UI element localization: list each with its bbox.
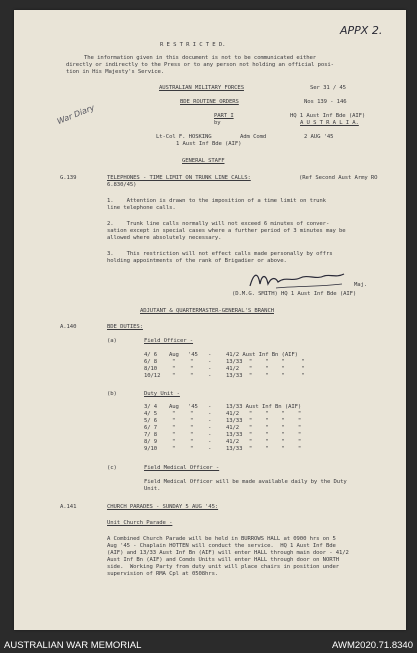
field-officer-label: (a) xyxy=(107,338,117,344)
order-141-number: A.141 xyxy=(60,504,77,510)
table-cell: " xyxy=(190,446,194,452)
table-row: 7/ 8 xyxy=(144,432,158,438)
table-cell: " xyxy=(172,446,176,452)
table-row: 5/ 6 xyxy=(144,418,158,424)
restriction-line-1: The information given in this document is not to be communicated either xyxy=(84,55,317,61)
order-141-text-4: Aust Inf Bn (AIF) and Comds Units will enter HALL through door on NORTH xyxy=(107,557,340,563)
order-139-para-3b: holding appointments of the rank of Brigadier or above. xyxy=(107,258,287,264)
table-cell: 13/33 " " " " xyxy=(226,359,305,365)
table-cell: " xyxy=(172,373,176,379)
order-140-number: A.140 xyxy=(60,324,77,330)
table-cell: 41/2 Aust Inf Bn (AIF) xyxy=(226,352,298,358)
table-row: 10/12 xyxy=(144,373,161,379)
table-row: 6/ 8 xyxy=(144,359,158,365)
classification-heading: R E S T R I C T E D. xyxy=(160,42,226,48)
document-page xyxy=(14,10,406,630)
signature-block: (D.M.G. SMITH) HQ 1 Aust Inf Bde (AIF) xyxy=(232,291,357,297)
order-141-text-1: A Combined Church Parade will be held in BURROWS HALL at 0900 hrs on 5 xyxy=(107,536,336,542)
table-cell: " xyxy=(172,366,176,372)
table-cell: " xyxy=(190,411,194,417)
table-cell: - xyxy=(208,359,212,365)
order-139-para-1b: line telephone calls. xyxy=(107,205,176,211)
table-cell: - xyxy=(208,446,212,452)
table-row: 9/10 xyxy=(144,446,158,452)
location-label: A U S T R A L I A. xyxy=(300,120,359,126)
table-cell: 13/33 Aust Inf Bn (AIF) xyxy=(226,404,302,410)
force-heading: AUSTRALIAN MILITARY FORCES xyxy=(159,85,244,91)
duty-unit-title: Duty Unit - xyxy=(144,391,180,397)
commander-role: Adm Comd xyxy=(240,134,267,140)
table-cell: Aug xyxy=(169,352,179,358)
table-cell: - xyxy=(208,425,212,431)
order-date: 2 AUG '45 xyxy=(304,134,334,140)
table-cell: 13/33 " " " " xyxy=(226,432,302,438)
general-staff-heading: GENERAL STAFF xyxy=(182,158,225,164)
adjutant-section-heading: ADJUTANT & QUARTERMASTER-GENERAL'S BRANCH xyxy=(140,308,274,314)
table-cell: " xyxy=(190,418,194,424)
orders-title: BDE ROUTINE ORDERS xyxy=(180,99,239,105)
order-141-text-5: side. Working Party from duty unit will place chairs in position under xyxy=(107,564,340,570)
table-cell: - xyxy=(208,432,212,438)
table-cell: 13/33 " " " " xyxy=(226,418,302,424)
table-row: 6/ 7 xyxy=(144,425,158,431)
archive-footer xyxy=(0,636,417,653)
table-cell: 41/2 " " " " xyxy=(226,439,302,445)
table-cell: " xyxy=(190,439,194,445)
table-cell: Aug xyxy=(169,404,179,410)
order-139-number: G.139 xyxy=(60,175,77,181)
commander-unit: 1 Aust Inf Bde (AIF) xyxy=(176,141,242,147)
table-row: 3/ 4 xyxy=(144,404,158,410)
table-cell: " xyxy=(172,425,176,431)
restriction-line-3: tion in His Majesty's Service. xyxy=(66,69,165,75)
field-medical-title: Field Medical Officer - xyxy=(144,465,220,471)
footer-source: AUSTRALIAN WAR MEMORIAL xyxy=(4,640,142,651)
table-cell: - xyxy=(208,411,212,417)
order-141-text-6: supervision of RMA Cpl at 0508hrs. xyxy=(107,571,219,577)
signature-rank: Maj. xyxy=(354,282,368,288)
table-cell: " xyxy=(190,425,194,431)
order-140-title: BDE DUTIES: xyxy=(107,324,143,330)
table-row: 8/ 9 xyxy=(144,439,158,445)
table-cell: " xyxy=(172,411,176,417)
table-cell: '45 xyxy=(188,352,198,358)
restriction-line-2: directly or indirectly to the Press or to any person not holding an official posi- xyxy=(66,62,334,68)
order-139-ref-2: 6.830/45) xyxy=(107,182,137,188)
serial-number: Ser 31 / 45 xyxy=(310,85,346,91)
table-cell: - xyxy=(208,352,212,358)
table-cell: '45 xyxy=(188,404,198,410)
table-cell: " xyxy=(190,432,194,438)
field-medical-text-2: Unit. xyxy=(144,486,161,492)
table-cell: " xyxy=(190,366,194,372)
table-cell: " xyxy=(172,432,176,438)
table-cell: 41/2 " " " " xyxy=(226,366,305,372)
order-139-para-2b: sation except in special cases where a further period of 3 minutes may be xyxy=(107,228,346,234)
table-cell: - xyxy=(208,439,212,445)
table-cell: 13/33 " " " " xyxy=(226,446,302,452)
table-row: 8/10 xyxy=(144,366,158,372)
table-row: 4/ 6 xyxy=(144,352,158,358)
table-cell: - xyxy=(208,404,212,410)
field-medical-text-1: Field Medical Officer will be made available daily by the Duty xyxy=(144,479,347,485)
commander-name: Lt-Col F. HOSKING xyxy=(156,134,212,140)
table-cell: " xyxy=(172,359,176,365)
orders-numbers: Nos 139 - 146 xyxy=(304,99,347,105)
table-cell: " xyxy=(190,359,194,365)
table-cell: 41/2 " " " " xyxy=(226,425,302,431)
field-medical-label: (c) xyxy=(107,465,117,471)
order-139-para-2a: 2. Trunk line calls normally will not exceed 6 minutes of conver- xyxy=(107,221,330,227)
order-139-para-3a: 3. This restriction will not effect calls made personally by offrs xyxy=(107,251,333,257)
appendix-mark: APPX 2. xyxy=(340,24,383,37)
footer-accession-id: AWM2020.71.8340 xyxy=(332,640,413,651)
order-141-subtitle: Unit Church Parade - xyxy=(107,520,173,526)
order-139-para-2c: allowed where absolutely necessary. xyxy=(107,235,222,241)
table-cell: - xyxy=(208,418,212,424)
table-cell: " xyxy=(190,373,194,379)
order-141-title: CHURCH PARADES - SUNDAY 5 AUG '45: xyxy=(107,504,219,510)
order-141-text-2: Aug '45 - Chaplain HOTTEN will conduct the service. HQ 1 Aust Inf Bde xyxy=(107,543,336,549)
margin-note: War Diary xyxy=(55,102,96,127)
hq-label: HQ 1 Aust Inf Bde (AIF) xyxy=(290,113,366,119)
table-cell: 13/33 " " " " xyxy=(226,373,305,379)
table-cell: " xyxy=(172,418,176,424)
table-cell: - xyxy=(208,373,212,379)
table-cell: 41/2 " " " " xyxy=(226,411,302,417)
table-cell: - xyxy=(208,366,212,372)
by-label: by xyxy=(214,120,221,126)
table-cell: " xyxy=(172,439,176,445)
order-139-ref: (Ref Second Aust Army RO xyxy=(299,175,378,181)
table-row: 4/ 5 xyxy=(144,411,158,417)
field-officer-title: Field Officer - xyxy=(144,338,194,344)
order-141-text-3: (AIF) and 13/33 Aust Inf Bn (AIF) will enter HALL through main door - 41/2 xyxy=(107,550,349,556)
part-label: PART I xyxy=(214,113,234,119)
order-139-para-1a: 1. Attention is drawn to the imposition of a time limit on trunk xyxy=(107,198,326,204)
duty-unit-label: (b) xyxy=(107,391,117,397)
order-139-title: TELEPHONES - TIME LIMIT ON TRUNK LINE CALLS: xyxy=(107,175,251,181)
